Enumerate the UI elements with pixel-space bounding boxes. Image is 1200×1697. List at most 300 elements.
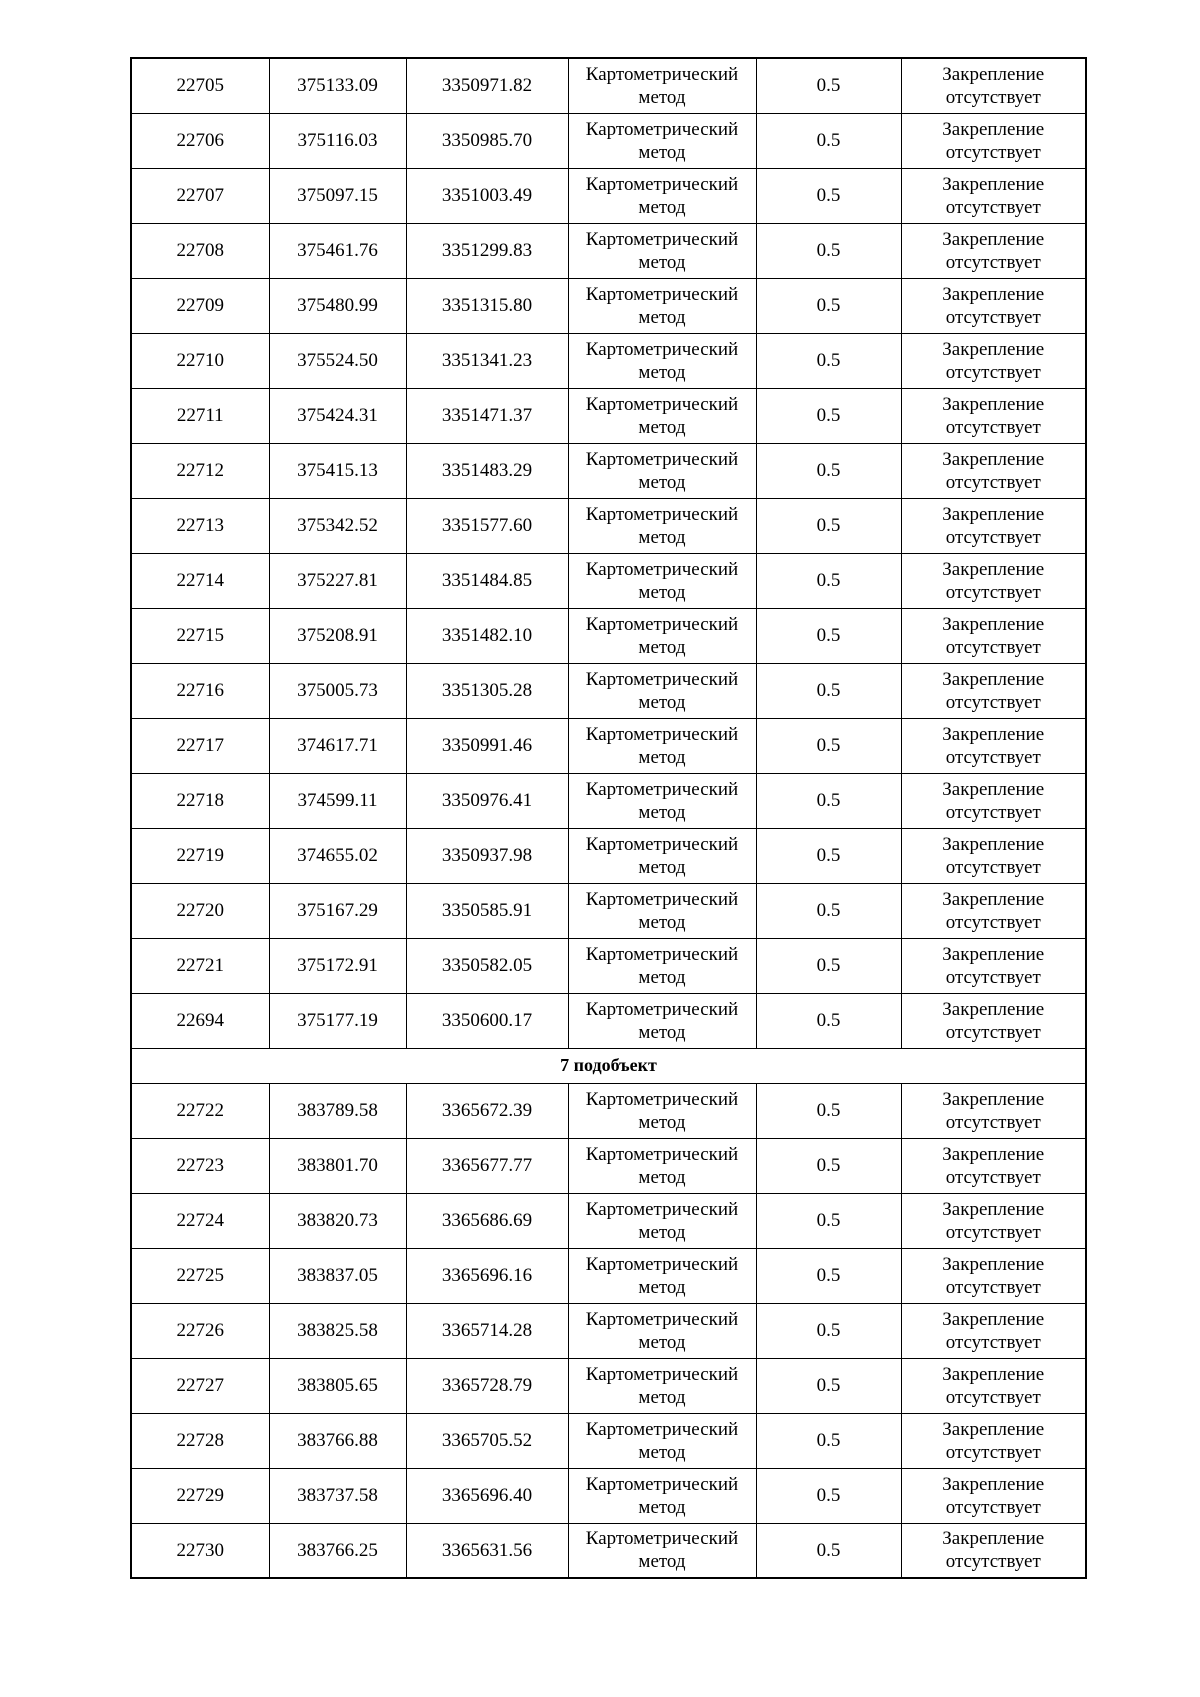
accuracy-cell: 0.5 <box>756 1523 901 1578</box>
x-coordinate-cell: 383805.65 <box>269 1358 406 1413</box>
point-id-cell: 22719 <box>131 828 269 883</box>
fixation-cell-line-2: отсутствует <box>945 691 1041 713</box>
method-cell-line-2: метод <box>638 636 686 658</box>
method-cell <box>568 498 756 553</box>
x-coordinate-cell: 383801.70 <box>269 1138 406 1193</box>
fixation-cell-line-2: отсутствует <box>945 581 1041 603</box>
method-cell-line-1: Картометрический <box>585 448 739 470</box>
method-cell <box>568 388 756 443</box>
table-row <box>131 443 1086 498</box>
fixation-cell-line-1: Закрепление <box>942 1363 1045 1385</box>
method-cell-line-2: метод <box>638 471 686 493</box>
method-cell-line-1: Картометрический <box>585 613 739 635</box>
method-cell-line-2: метод <box>638 1276 686 1298</box>
method-cell-line-1: Картометрический <box>585 1198 739 1220</box>
x-coordinate-cell: 375424.31 <box>269 388 406 443</box>
method-cell-line-2: метод <box>638 1111 686 1133</box>
method-cell-line-1: Картометрический <box>585 833 739 855</box>
fixation-cell <box>901 1303 1086 1358</box>
method-cell <box>568 1303 756 1358</box>
method-cell <box>568 443 756 498</box>
fixation-cell-line-2: отсутствует <box>945 416 1041 438</box>
table-row <box>131 388 1086 443</box>
fixation-cell-line-2: отсутствует <box>945 141 1041 163</box>
x-coordinate-cell: 375167.29 <box>269 883 406 938</box>
x-coordinate-cell: 375342.52 <box>269 498 406 553</box>
fixation-cell <box>901 553 1086 608</box>
fixation-cell-line-1: Закрепление <box>942 668 1045 690</box>
method-cell-line-2: метод <box>638 1331 686 1353</box>
x-coordinate-cell: 374655.02 <box>269 828 406 883</box>
point-id-cell: 22724 <box>131 1193 269 1248</box>
method-cell-line-2: метод <box>638 1021 686 1043</box>
method-cell-line-2: метод <box>638 746 686 768</box>
fixation-cell-line-2: отсутствует <box>945 911 1041 933</box>
fixation-cell-line-1: Закрепление <box>942 1528 1045 1550</box>
method-cell <box>568 1468 756 1523</box>
method-cell-line-1: Картометрический <box>585 1088 739 1110</box>
method-cell-line-1: Картометрический <box>585 1253 739 1275</box>
fixation-cell-line-2: отсутствует <box>945 251 1041 273</box>
method-cell-line-2: метод <box>638 416 686 438</box>
table-row <box>131 333 1086 388</box>
y-coordinate-cell: 3350937.98 <box>406 828 568 883</box>
y-coordinate-cell: 3365677.77 <box>406 1138 568 1193</box>
y-coordinate-cell: 3351482.10 <box>406 608 568 663</box>
method-cell-line-2: метод <box>638 1166 686 1188</box>
fixation-cell-line-2: отсутствует <box>945 86 1041 108</box>
fixation-cell-line-1: Закрепление <box>942 998 1045 1020</box>
fixation-cell <box>901 278 1086 333</box>
fixation-cell <box>901 443 1086 498</box>
point-id-cell: 22728 <box>131 1413 269 1468</box>
fixation-cell-line-1: Закрепление <box>942 943 1045 965</box>
fixation-cell <box>901 333 1086 388</box>
fixation-cell-line-1: Закрепление <box>942 1308 1045 1330</box>
point-id-cell: 22710 <box>131 333 269 388</box>
accuracy-cell: 0.5 <box>756 883 901 938</box>
method-cell-line-1: Картометрический <box>585 1143 739 1165</box>
fixation-cell-line-2: отсутствует <box>945 1551 1041 1573</box>
method-cell-line-2: метод <box>638 1441 686 1463</box>
method-cell-line-2: метод <box>638 86 686 108</box>
table-row <box>131 608 1086 663</box>
fixation-cell-line-1: Закрепление <box>942 888 1045 910</box>
x-coordinate-cell: 374617.71 <box>269 718 406 773</box>
x-coordinate-cell: 383789.58 <box>269 1083 406 1138</box>
accuracy-cell: 0.5 <box>756 553 901 608</box>
method-cell-line-1: Картометрический <box>585 888 739 910</box>
point-id-cell: 22730 <box>131 1523 269 1578</box>
accuracy-cell: 0.5 <box>756 1248 901 1303</box>
x-coordinate-cell: 383825.58 <box>269 1303 406 1358</box>
point-id-cell: 22716 <box>131 663 269 718</box>
accuracy-cell: 0.5 <box>756 58 901 113</box>
fixation-cell-line-1: Закрепление <box>942 723 1045 745</box>
x-coordinate-cell: 375097.15 <box>269 168 406 223</box>
point-id-cell: 22694 <box>131 993 269 1048</box>
point-id-cell: 22729 <box>131 1468 269 1523</box>
fixation-cell-line-2: отсутствует <box>945 801 1041 823</box>
fixation-cell-line-1: Закрепление <box>942 118 1045 140</box>
method-cell <box>568 278 756 333</box>
point-id-cell: 22705 <box>131 58 269 113</box>
method-cell-line-2: метод <box>638 801 686 823</box>
table-row <box>131 1303 1086 1358</box>
fixation-cell-line-2: отсутствует <box>945 306 1041 328</box>
fixation-cell <box>901 938 1086 993</box>
table-row <box>131 1248 1086 1303</box>
fixation-cell-line-2: отсутствует <box>945 1331 1041 1353</box>
accuracy-cell: 0.5 <box>756 1468 901 1523</box>
fixation-cell-line-1: Закрепление <box>942 833 1045 855</box>
y-coordinate-cell: 3351305.28 <box>406 663 568 718</box>
method-cell <box>568 333 756 388</box>
method-cell-line-1: Картометрический <box>585 283 739 305</box>
method-cell-line-2: метод <box>638 141 686 163</box>
y-coordinate-cell: 3350600.17 <box>406 993 568 1048</box>
table-row <box>131 1138 1086 1193</box>
point-id-cell: 22717 <box>131 718 269 773</box>
method-cell-line-1: Картометрический <box>585 778 739 800</box>
y-coordinate-cell: 3365696.16 <box>406 1248 568 1303</box>
fixation-cell <box>901 1523 1086 1578</box>
section-row <box>131 1048 1086 1083</box>
fixation-cell-line-1: Закрепление <box>942 1088 1045 1110</box>
fixation-cell <box>901 828 1086 883</box>
fixation-cell-line-1: Закрепление <box>942 778 1045 800</box>
table-row <box>131 553 1086 608</box>
x-coordinate-cell: 383766.88 <box>269 1413 406 1468</box>
y-coordinate-cell: 3351341.23 <box>406 333 568 388</box>
method-cell-line-2: метод <box>638 581 686 603</box>
x-coordinate-cell: 375524.50 <box>269 333 406 388</box>
method-cell-line-2: метод <box>638 691 686 713</box>
fixation-cell <box>901 1358 1086 1413</box>
table-row <box>131 993 1086 1048</box>
method-cell-line-1: Картометрический <box>585 338 739 360</box>
point-id-cell: 22726 <box>131 1303 269 1358</box>
fixation-cell-line-1: Закрепление <box>942 558 1045 580</box>
table-row <box>131 223 1086 278</box>
method-cell <box>568 1413 756 1468</box>
fixation-cell <box>901 1083 1086 1138</box>
y-coordinate-cell: 3351471.37 <box>406 388 568 443</box>
table-row <box>131 278 1086 333</box>
method-cell-line-1: Картометрический <box>585 943 739 965</box>
table-row <box>131 828 1086 883</box>
method-cell-line-1: Картометрический <box>585 558 739 580</box>
fixation-cell-line-1: Закрепление <box>942 338 1045 360</box>
method-cell-line-1: Картометрический <box>585 1308 739 1330</box>
table-row <box>131 718 1086 773</box>
x-coordinate-cell: 383837.05 <box>269 1248 406 1303</box>
accuracy-cell: 0.5 <box>756 113 901 168</box>
point-id-cell: 22712 <box>131 443 269 498</box>
fixation-cell <box>901 168 1086 223</box>
accuracy-cell: 0.5 <box>756 663 901 718</box>
table-row <box>131 1413 1086 1468</box>
y-coordinate-cell: 3351577.60 <box>406 498 568 553</box>
point-id-cell: 22727 <box>131 1358 269 1413</box>
y-coordinate-cell: 3350971.82 <box>406 58 568 113</box>
accuracy-cell: 0.5 <box>756 1138 901 1193</box>
method-cell <box>568 168 756 223</box>
y-coordinate-cell: 3365705.52 <box>406 1413 568 1468</box>
fixation-cell <box>901 498 1086 553</box>
accuracy-cell: 0.5 <box>756 608 901 663</box>
accuracy-cell: 0.5 <box>756 443 901 498</box>
fixation-cell-line-2: отсутствует <box>945 1496 1041 1518</box>
method-cell-line-1: Картометрический <box>585 118 739 140</box>
method-cell <box>568 773 756 828</box>
y-coordinate-cell: 3351483.29 <box>406 443 568 498</box>
point-id-cell: 22721 <box>131 938 269 993</box>
y-coordinate-cell: 3351003.49 <box>406 168 568 223</box>
fixation-cell-line-1: Закрепление <box>942 393 1045 415</box>
accuracy-cell: 0.5 <box>756 498 901 553</box>
fixation-cell-line-2: отсутствует <box>945 966 1041 988</box>
accuracy-cell: 0.5 <box>756 1358 901 1413</box>
method-cell <box>568 1358 756 1413</box>
method-cell <box>568 1193 756 1248</box>
table-body <box>131 58 1086 1578</box>
fixation-cell-line-1: Закрепление <box>942 613 1045 635</box>
fixation-cell-line-1: Закрепление <box>942 448 1045 470</box>
method-cell-line-2: метод <box>638 1221 686 1243</box>
table-row <box>131 663 1086 718</box>
x-coordinate-cell: 375116.03 <box>269 113 406 168</box>
fixation-cell-line-1: Закрепление <box>942 1198 1045 1220</box>
method-cell-line-1: Картометрический <box>585 1363 739 1385</box>
fixation-cell <box>901 993 1086 1048</box>
point-id-cell: 22711 <box>131 388 269 443</box>
point-id-cell: 22715 <box>131 608 269 663</box>
fixation-cell-line-2: отсутствует <box>945 1386 1041 1408</box>
accuracy-cell: 0.5 <box>756 278 901 333</box>
fixation-cell <box>901 718 1086 773</box>
x-coordinate-cell: 375227.81 <box>269 553 406 608</box>
accuracy-cell: 0.5 <box>756 1193 901 1248</box>
x-coordinate-cell: 375480.99 <box>269 278 406 333</box>
y-coordinate-cell: 3365672.39 <box>406 1083 568 1138</box>
fixation-cell <box>901 223 1086 278</box>
method-cell <box>568 608 756 663</box>
x-coordinate-cell: 375172.91 <box>269 938 406 993</box>
x-coordinate-cell: 383766.25 <box>269 1523 406 1578</box>
fixation-cell <box>901 113 1086 168</box>
method-cell-line-1: Картометрический <box>585 63 739 85</box>
accuracy-cell: 0.5 <box>756 333 901 388</box>
accuracy-cell: 0.5 <box>756 828 901 883</box>
method-cell-line-2: метод <box>638 361 686 383</box>
x-coordinate-cell: 375208.91 <box>269 608 406 663</box>
fixation-cell-line-1: Закрепление <box>942 63 1045 85</box>
fixation-cell <box>901 388 1086 443</box>
fixation-cell-line-2: отсутствует <box>945 526 1041 548</box>
y-coordinate-cell: 3365714.28 <box>406 1303 568 1358</box>
method-cell <box>568 1523 756 1578</box>
fixation-cell-line-1: Закрепление <box>942 1143 1045 1165</box>
fixation-cell-line-1: Закрепление <box>942 1418 1045 1440</box>
fixation-cell <box>901 663 1086 718</box>
accuracy-cell: 0.5 <box>756 718 901 773</box>
method-cell-line-2: метод <box>638 306 686 328</box>
accuracy-cell: 0.5 <box>756 388 901 443</box>
method-cell-line-2: метод <box>638 251 686 273</box>
method-cell-line-1: Картометрический <box>585 1528 739 1550</box>
method-cell <box>568 1083 756 1138</box>
accuracy-cell: 0.5 <box>756 993 901 1048</box>
fixation-cell-line-2: отсутствует <box>945 361 1041 383</box>
method-cell-line-1: Картометрический <box>585 173 739 195</box>
point-id-cell: 22709 <box>131 278 269 333</box>
method-cell <box>568 1248 756 1303</box>
y-coordinate-cell: 3351299.83 <box>406 223 568 278</box>
fixation-cell-line-1: Закрепление <box>942 1473 1045 1495</box>
x-coordinate-cell: 375133.09 <box>269 58 406 113</box>
coordinates-table <box>130 57 1087 1579</box>
method-cell <box>568 58 756 113</box>
method-cell-line-2: метод <box>638 856 686 878</box>
table-row <box>131 883 1086 938</box>
fixation-cell-line-1: Закрепление <box>942 228 1045 250</box>
fixation-cell-line-2: отсутствует <box>945 1221 1041 1243</box>
method-cell <box>568 718 756 773</box>
method-cell-line-1: Картометрический <box>585 1473 739 1495</box>
point-id-cell: 22718 <box>131 773 269 828</box>
x-coordinate-cell: 375461.76 <box>269 223 406 278</box>
point-id-cell: 22722 <box>131 1083 269 1138</box>
fixation-cell-line-2: отсутствует <box>945 746 1041 768</box>
method-cell-line-2: метод <box>638 196 686 218</box>
table-row <box>131 773 1086 828</box>
x-coordinate-cell: 375005.73 <box>269 663 406 718</box>
y-coordinate-cell: 3365696.40 <box>406 1468 568 1523</box>
y-coordinate-cell: 3350985.70 <box>406 113 568 168</box>
y-coordinate-cell: 3365728.79 <box>406 1358 568 1413</box>
fixation-cell <box>901 1413 1086 1468</box>
fixation-cell-line-1: Закрепление <box>942 503 1045 525</box>
fixation-cell <box>901 773 1086 828</box>
fixation-cell <box>901 1468 1086 1523</box>
fixation-cell-line-2: отсутствует <box>945 1111 1041 1133</box>
y-coordinate-cell: 3351315.80 <box>406 278 568 333</box>
table-row <box>131 113 1086 168</box>
y-coordinate-cell: 3351484.85 <box>406 553 568 608</box>
fixation-cell-line-2: отсутствует <box>945 856 1041 878</box>
accuracy-cell: 0.5 <box>756 938 901 993</box>
fixation-cell <box>901 1248 1086 1303</box>
fixation-cell-line-2: отсутствует <box>945 1166 1041 1188</box>
fixation-cell-line-1: Закрепление <box>942 173 1045 195</box>
x-coordinate-cell: 383820.73 <box>269 1193 406 1248</box>
fixation-cell-line-2: отсутствует <box>945 196 1041 218</box>
point-id-cell: 22713 <box>131 498 269 553</box>
y-coordinate-cell: 3350582.05 <box>406 938 568 993</box>
method-cell <box>568 223 756 278</box>
fixation-cell <box>901 1138 1086 1193</box>
method-cell <box>568 883 756 938</box>
method-cell <box>568 113 756 168</box>
method-cell-line-1: Картометрический <box>585 723 739 745</box>
table-row <box>131 58 1086 113</box>
fixation-cell <box>901 1193 1086 1248</box>
method-cell-line-1: Картометрический <box>585 393 739 415</box>
accuracy-cell: 0.5 <box>756 168 901 223</box>
method-cell <box>568 993 756 1048</box>
method-cell-line-2: метод <box>638 966 686 988</box>
point-id-cell: 22723 <box>131 1138 269 1193</box>
x-coordinate-cell: 375415.13 <box>269 443 406 498</box>
fixation-cell-line-1: Закрепление <box>942 283 1045 305</box>
point-id-cell: 22714 <box>131 553 269 608</box>
x-coordinate-cell: 374599.11 <box>269 773 406 828</box>
fixation-cell <box>901 608 1086 663</box>
method-cell-line-2: метод <box>638 1551 686 1573</box>
accuracy-cell: 0.5 <box>756 1303 901 1358</box>
table-row <box>131 168 1086 223</box>
method-cell <box>568 938 756 993</box>
table-row <box>131 938 1086 993</box>
method-cell-line-1: Картометрический <box>585 1418 739 1440</box>
accuracy-cell: 0.5 <box>756 223 901 278</box>
method-cell <box>568 663 756 718</box>
method-cell <box>568 553 756 608</box>
fixation-cell-line-2: отсутствует <box>945 1276 1041 1298</box>
table-row <box>131 1083 1086 1138</box>
method-cell-line-1: Картометрический <box>585 228 739 250</box>
table-row <box>131 1468 1086 1523</box>
point-id-cell: 22708 <box>131 223 269 278</box>
table-row <box>131 498 1086 553</box>
method-cell-line-2: метод <box>638 1496 686 1518</box>
fixation-cell-line-2: отсутствует <box>945 636 1041 658</box>
fixation-cell-line-2: отсутствует <box>945 1021 1041 1043</box>
method-cell <box>568 1138 756 1193</box>
y-coordinate-cell: 3365686.69 <box>406 1193 568 1248</box>
point-id-cell: 22707 <box>131 168 269 223</box>
x-coordinate-cell: 375177.19 <box>269 993 406 1048</box>
y-coordinate-cell: 3350976.41 <box>406 773 568 828</box>
method-cell-line-2: метод <box>638 1386 686 1408</box>
method-cell-line-2: метод <box>638 526 686 548</box>
accuracy-cell: 0.5 <box>756 773 901 828</box>
fixation-cell-line-2: отсутствует <box>945 471 1041 493</box>
y-coordinate-cell: 3350991.46 <box>406 718 568 773</box>
table-row <box>131 1193 1086 1248</box>
method-cell-line-1: Картометрический <box>585 668 739 690</box>
fixation-cell <box>901 883 1086 938</box>
section-title: 7 подобъект <box>131 1048 1086 1083</box>
table-row <box>131 1523 1086 1578</box>
method-cell-line-1: Картометрический <box>585 998 739 1020</box>
table-row <box>131 1358 1086 1413</box>
x-coordinate-cell: 383737.58 <box>269 1468 406 1523</box>
y-coordinate-cell: 3365631.56 <box>406 1523 568 1578</box>
method-cell-line-2: метод <box>638 911 686 933</box>
method-cell <box>568 828 756 883</box>
accuracy-cell: 0.5 <box>756 1083 901 1138</box>
point-id-cell: 22706 <box>131 113 269 168</box>
point-id-cell: 22725 <box>131 1248 269 1303</box>
fixation-cell-line-1: Закрепление <box>942 1253 1045 1275</box>
point-id-cell: 22720 <box>131 883 269 938</box>
accuracy-cell: 0.5 <box>756 1413 901 1468</box>
y-coordinate-cell: 3350585.91 <box>406 883 568 938</box>
fixation-cell-line-2: отсутствует <box>945 1441 1041 1463</box>
fixation-cell <box>901 58 1086 113</box>
